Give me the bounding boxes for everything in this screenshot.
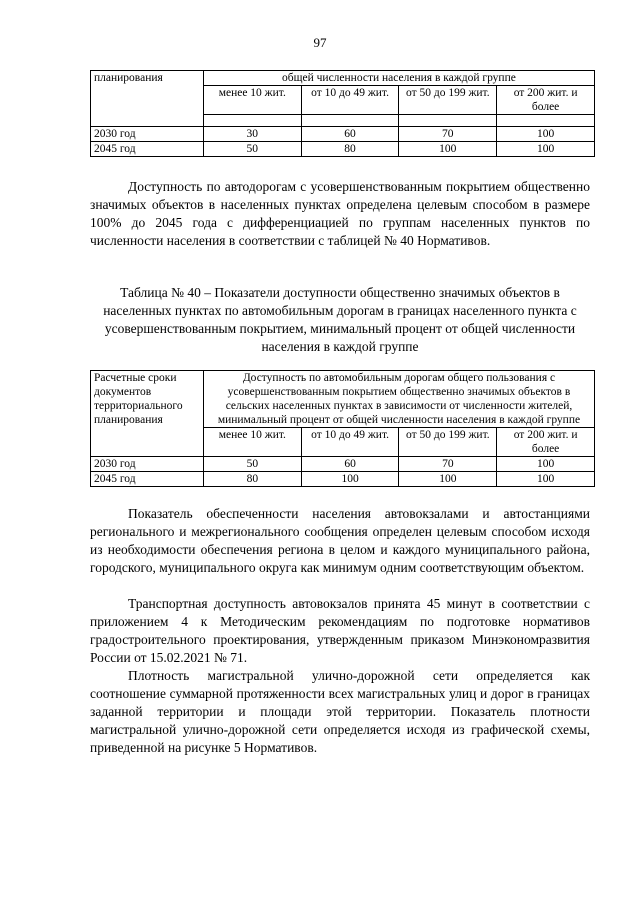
- cell-value: 70: [399, 457, 497, 472]
- cell-value: 100: [301, 472, 399, 487]
- paragraph-road-density: Плотность магистральной улично-дорожной сети определяется как соотношение суммарной протяженности всех магистральных улиц и дорог в границах заданной территории и площади этой территории. Показатель плотности магистральной улично-дорожной сети определяется исходя из графической схемы, приведенной на рисунке 5 Нормативов.: [90, 668, 590, 755]
- cell-value: 60: [301, 457, 399, 472]
- table1-col-header: от 200 жит. и более: [497, 86, 595, 115]
- table-1: [90, 70, 595, 157]
- row-label: 2045 год: [91, 472, 204, 487]
- page-number: 97: [313, 35, 327, 50]
- table-row: [91, 142, 595, 157]
- cell-value: 50: [203, 457, 301, 472]
- row-label: 2030 год: [91, 457, 204, 472]
- table1-group-header: общей численности населения в каждой группе: [203, 71, 594, 86]
- table1-col-header: от 10 до 49 жит.: [301, 86, 399, 115]
- cell-value: 80: [301, 142, 399, 157]
- cell-value: 60: [301, 127, 399, 142]
- table-row: [91, 472, 595, 487]
- table-40-caption: Таблица № 40 – Показатели доступности общественно значимых объектов в населенных пунктах по автомобильным дорогам в границах населенного пункта с усовершенствованным покрытием, минимальный процент от общей численности населения в каждой группе: [103, 285, 577, 354]
- cell-value: 100: [399, 142, 497, 157]
- table-40: [90, 370, 595, 487]
- cell-value: 100: [399, 472, 497, 487]
- paragraph-bus-stations: Показатель обеспеченности населения автовокзалами и автостанциями регионального и межрегионального сообщения определен целевым способом исходя из необходимости обеспечения региона в целом и каждого муниципального района, городского, муниципального округа как минимум одним соответствующим объектом.: [90, 506, 590, 575]
- cell-value: 100: [497, 142, 595, 157]
- table1-col-header: от 50 до 199 жит.: [399, 86, 497, 115]
- table-row: [91, 457, 595, 472]
- cell-value: 100: [497, 127, 595, 142]
- table-row: [91, 127, 595, 142]
- cell-value: 70: [399, 127, 497, 142]
- cell-value: 50: [203, 142, 301, 157]
- cell-value: 100: [497, 457, 595, 472]
- cell-value: 30: [203, 127, 301, 142]
- table2-col-header: от 10 до 49 жит.: [301, 428, 399, 457]
- paragraph-transport-access: Транспортная доступность автовокзалов принята 45 минут в соответствии с приложением 4 к Методическим рекомендациям по подготовке нормативов градостроительного проектирования, утвержденным приказом Минэкономразвития России от 15.02.2021 № 71.: [90, 596, 590, 665]
- cell-value: 80: [203, 472, 301, 487]
- table2-left-header: Расчетные сроки документов территориального планирования: [91, 371, 204, 457]
- row-label: 2045 год: [91, 142, 204, 157]
- row-label: 2030 год: [91, 127, 204, 142]
- table2-col-header: от 50 до 199 жит.: [399, 428, 497, 457]
- table1-col-header: менее 10 жит.: [203, 86, 301, 115]
- cell-value: 100: [497, 472, 595, 487]
- table2-group-header: Доступность по автомобильным дорогам общего пользования с усовершенствованным покрытием общественно значимых объектов в сельских населенных пунктах в зависимости от численности жителей, минимальный процент от общей численности населения в каждой группе: [203, 371, 594, 428]
- table1-left-header: планирования: [91, 71, 204, 127]
- paragraph-availability: Доступность по автодорогам с усовершенствованным покрытием общественно значимых объектов в населенных пунктах определена целевым способом в размере 100% до 2045 года с дифференциацией по группам населенных пунктов по численности населения в соответствии с таблицей № 40 Нормативов.: [90, 179, 590, 248]
- table2-col-header: от 200 жит. и более: [497, 428, 595, 457]
- table2-col-header: менее 10 жит.: [203, 428, 301, 457]
